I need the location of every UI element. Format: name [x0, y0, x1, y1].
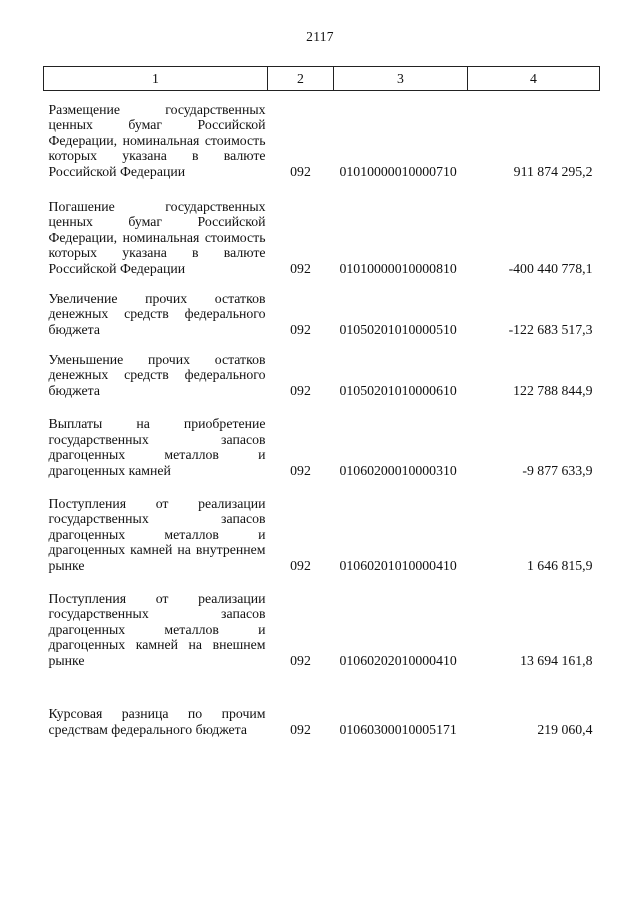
row-name: Выплаты на приобретение государственных запасов драгоценных металлов и драгоценных камней [48, 416, 266, 478]
row-amount: 122 788 844,9 [513, 382, 593, 398]
row-code: 092 [290, 721, 311, 737]
table-row [44, 276, 600, 337]
header-col-4: 4 [468, 67, 600, 91]
row-kbk: 01010000010000810 [339, 260, 457, 276]
table-body [44, 91, 600, 738]
row-kbk: 01060300010005171 [339, 721, 457, 737]
table-row [44, 337, 600, 398]
row-kbk: 01010000010000710 [339, 163, 457, 179]
row-amount: 219 060,4 [537, 721, 593, 737]
row-kbk: 01050201010000610 [339, 382, 457, 398]
row-amount: 1 646 815,9 [526, 557, 593, 573]
row-name: Погашение государственных ценных бумаг Российской Федерации, номинальная стоимость которых указана в валюте Российской Федерации [48, 198, 266, 276]
budget-table [43, 66, 600, 737]
row-code: 092 [290, 557, 311, 573]
table-row [44, 91, 600, 180]
row-kbk: 01060202010000410 [339, 652, 457, 668]
page-number: 2117 [306, 29, 334, 44]
row-name: Уменьшение прочих остатков денежных средств федерального бюджета [48, 351, 266, 398]
row-code: 092 [290, 652, 311, 668]
table-row [44, 179, 600, 276]
header-col-2: 2 [268, 67, 334, 91]
table-row [44, 668, 600, 737]
row-amount: 911 874 295,2 [513, 163, 593, 179]
table-row [44, 398, 600, 478]
row-name: Увеличение прочих остатков денежных средств федерального бюджета [48, 290, 266, 337]
row-amount: 13 694 161,8 [520, 652, 593, 668]
row-name: Курсовая разница по прочим средствам федерального бюджета [48, 706, 266, 737]
row-code: 092 [290, 462, 311, 478]
row-amount: -400 440 778,1 [508, 260, 593, 276]
row-amount: -122 683 517,3 [508, 321, 593, 337]
row-kbk: 01050201010000510 [339, 321, 457, 337]
row-code: 092 [290, 260, 311, 276]
header-row [44, 67, 600, 91]
row-code: 092 [290, 163, 311, 179]
header-col-3: 3 [334, 67, 468, 91]
row-name: Поступления от реализации государственных запасов драгоценных металлов и драгоценных камней на внутреннем рынке [48, 495, 266, 573]
table-row [44, 478, 600, 573]
table-row [44, 573, 600, 668]
row-name: Поступления от реализации государственных запасов драгоценных металлов и драгоценных камней на внешнем рынке [48, 590, 266, 668]
row-code: 092 [290, 321, 311, 337]
table-header [44, 67, 600, 91]
row-code: 092 [290, 382, 311, 398]
row-name: Размещение государственных ценных бумаг Российской Федерации, номинальная стоимость которых указана в валюте Российской Федерации [48, 101, 266, 179]
row-amount: -9 877 633,9 [522, 462, 593, 478]
row-kbk: 01060200010000310 [339, 462, 457, 478]
header-col-1: 1 [44, 67, 268, 91]
row-kbk: 01060201010000410 [339, 557, 457, 573]
